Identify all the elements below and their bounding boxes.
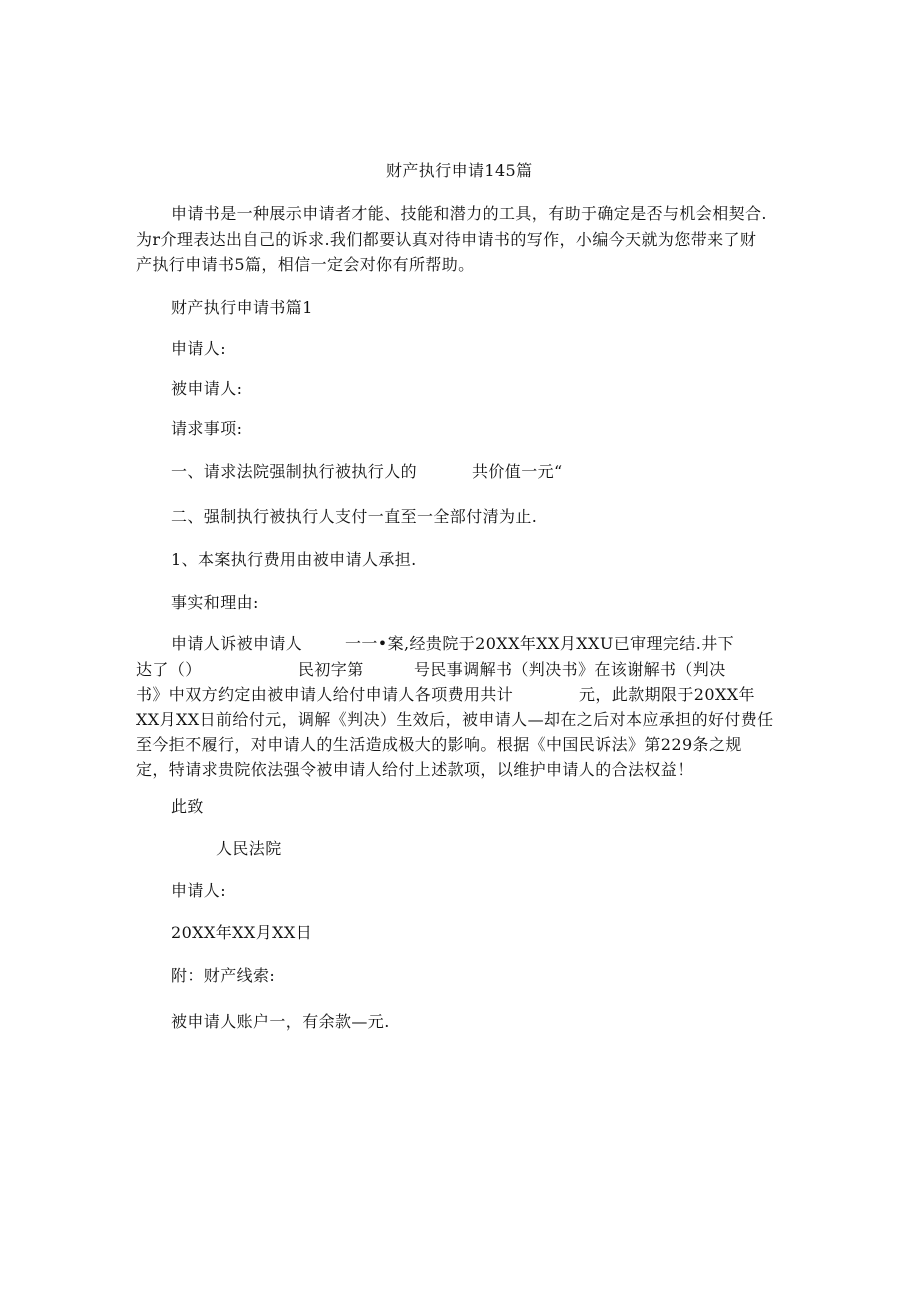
facts-line-2b: 民初字第 — [298, 660, 364, 679]
attachment-label: 附：财产线索: — [171, 966, 276, 985]
respondent-label: 被申请人: — [171, 379, 243, 398]
attachment-item: 被申请人账户一，有余款—元. — [171, 1012, 390, 1031]
facts-line-3b: 元，此款期限于20XX年 — [579, 685, 755, 704]
claim-item-2: 二、强制执行被执行人支付一直至一全部付清为止. — [171, 507, 538, 526]
intro-line-2: 为r介理表达出自己的诉求.我们都要认真对待申请书的写作，小编今天就为您带来了财 — [136, 230, 757, 249]
facts-line-5: 至今拒不履行，对申请人的生活造成极大的影响。根据《中国民诉法》第229条之规 — [136, 735, 742, 754]
claim-item-3: 1、本案执行费用由被申请人承担. — [171, 550, 417, 569]
closing: 此致 — [171, 797, 204, 816]
claim-item-1-value: 共价值一元“ — [472, 462, 563, 481]
claims-label: 请求事项: — [171, 419, 243, 438]
facts-line-2a: 达了（） — [136, 660, 202, 679]
facts-line-3a: 书》中双方约定由被申请人给付申请人各项费用共计 — [136, 685, 514, 704]
facts-line-2c: 号民事调解书（判决书》在该谢解书（判决 — [414, 660, 726, 679]
facts-line-1b: 一一•案,经贵院于20XX年XX月XXU已审理完结.井下 — [345, 634, 734, 653]
facts-line-6: 定，特请求贵院依法强令被申请人给付上述款项，以维护申请人的合法权益！ — [136, 760, 694, 779]
document-title: 财产执行申请145篇 — [386, 161, 533, 180]
court-name: 人民法院 — [216, 839, 282, 858]
claim-item-1: 一、请求法院强制执行被执行人的 — [171, 462, 418, 481]
date: 20XX年XX月XX日 — [171, 923, 313, 942]
intro-line-3: 产执行申请书5篇，相信一定会对你有所帮助。 — [136, 255, 475, 274]
facts-line-1a: 申请人诉被申请人 — [171, 634, 303, 653]
signer-label: 申请人: — [171, 881, 226, 900]
intro-line-1: 申请书是一种展示申请者才能、技能和潜力的工具，有助于确定是否与机会相契合. — [171, 204, 767, 223]
facts-label: 事实和理由: — [171, 593, 259, 612]
facts-line-4: XX月XX日前给付元，调解《判决）生效后，被申请人—却在之后对本应承担的好付费任 — [136, 710, 774, 729]
section-title: 财产执行申请书篇1 — [171, 298, 313, 317]
applicant-label: 申请人: — [171, 339, 226, 358]
